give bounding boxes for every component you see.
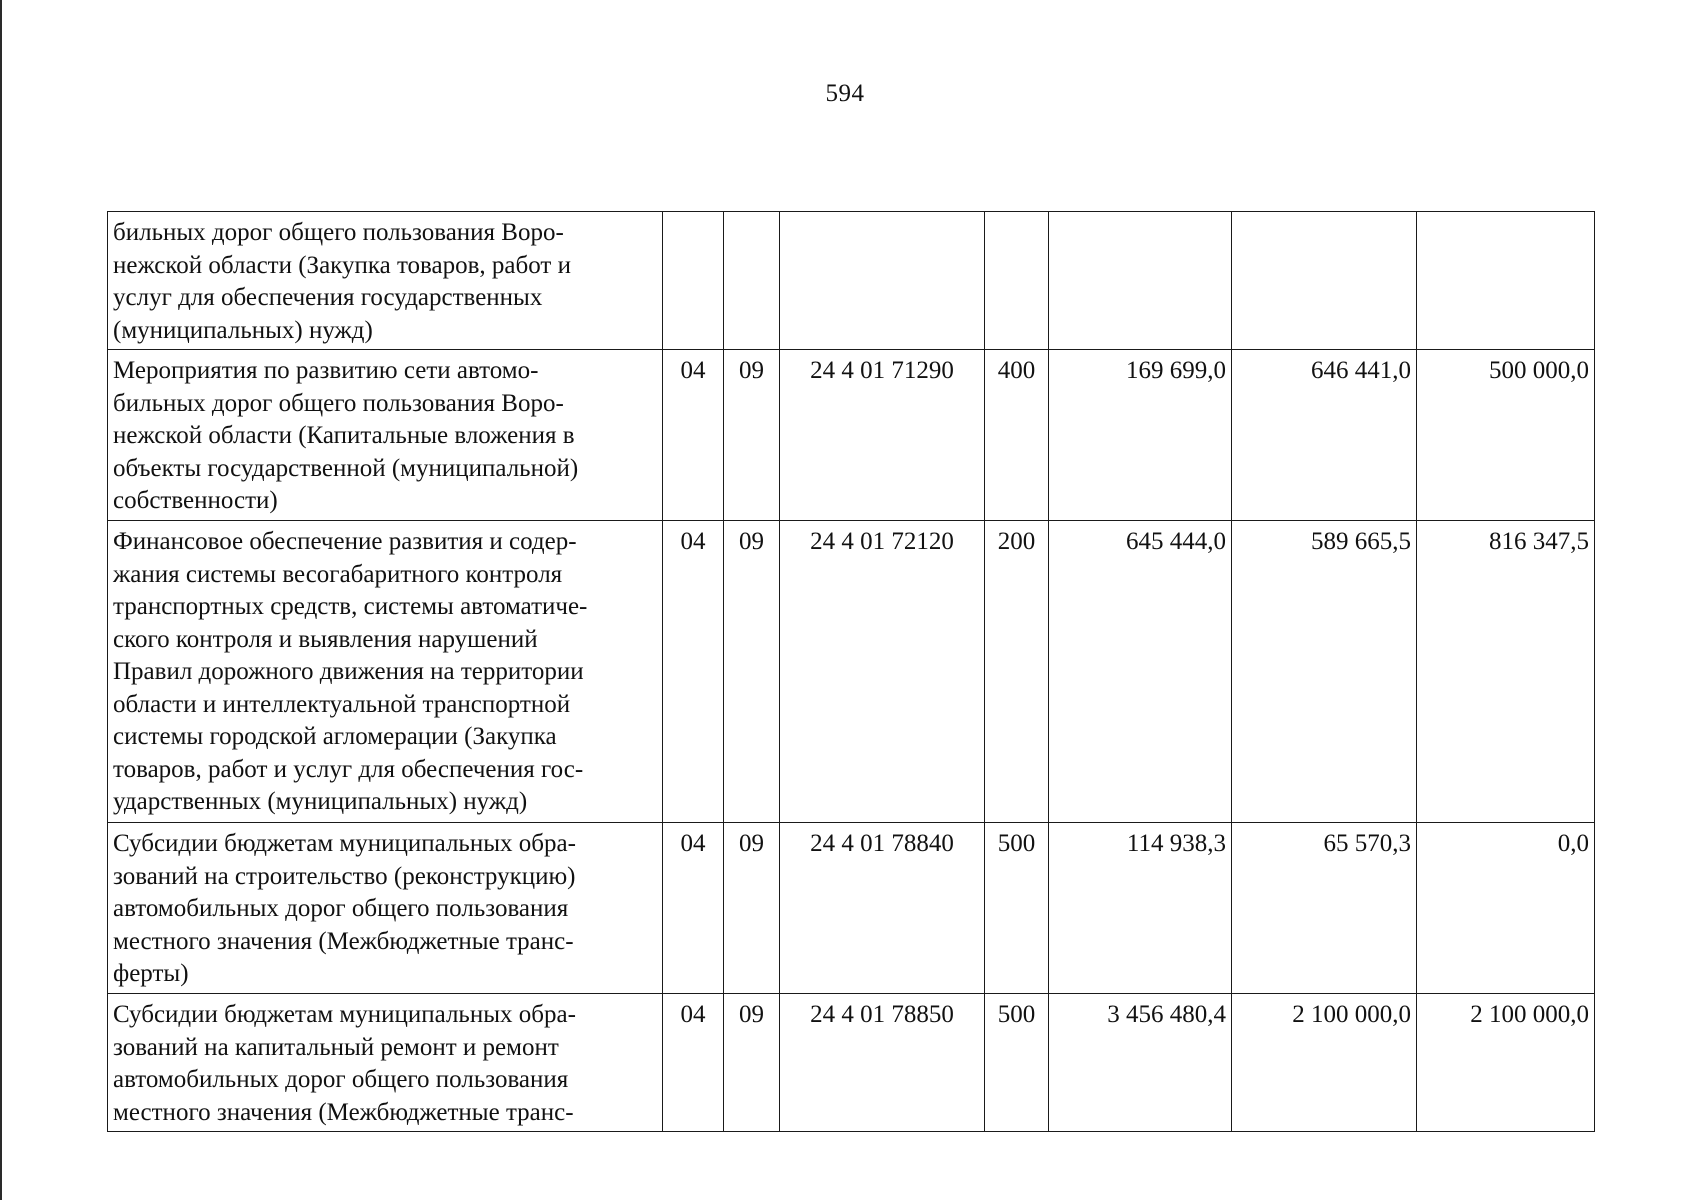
expense-type-code: 500 [985,823,1049,994]
amount-year-1: 169 699,0 [1049,350,1232,521]
row-description [108,521,663,823]
subsection-code: 09 [724,994,780,1132]
target-article-code: 24 4 01 78840 [780,823,985,994]
description-line: ударственных (муниципальных) нужд) [113,788,528,815]
description-line: автомобильных дорог общего пользования [113,895,569,922]
amount-year-1: 3 456 480,4 [1049,994,1232,1132]
description-line: Финансовое обеспечение развития и содер- [113,528,577,555]
expense-type-code [985,212,1049,350]
description-line: нежской области (Капитальные вложения в [113,422,575,449]
amount-year-3: 500 000,0 [1417,350,1595,521]
page-number: 594 [825,80,865,107]
row-description [108,823,663,994]
section-code [663,212,724,350]
amount-year-1: 114 938,3 [1049,823,1232,994]
amount-year-1: 645 444,0 [1049,521,1232,823]
section-code: 04 [663,521,724,823]
description-line: области и интеллектуальной транспортной [113,690,571,718]
description-line: Правил дорожного движения на территории [113,658,584,685]
table-row [108,823,1595,994]
description-line: Мероприятия по развитию сети автомо- [113,357,539,384]
subsection-code: 09 [724,521,780,823]
row-description [108,350,663,521]
table-row [108,521,1595,823]
target-article-code: 24 4 01 71290 [780,350,985,521]
description-line: бильных дорог общего пользования Воро- [113,219,564,246]
amount-year-3: 816 347,5 [1417,521,1595,823]
amount-year-1 [1049,212,1232,350]
description-line: ферты) [113,960,189,987]
subsection-code [724,212,780,350]
description-line: бильных дорог общего пользования Воро- [113,389,564,417]
description-line: услуг для обеспечения государственных [113,284,543,311]
row-description [108,994,663,1132]
budget-table [107,211,1595,1132]
amount-year-2: 65 570,3 [1232,823,1417,994]
description-line: нежской области (Закупка товаров, работ и [113,251,571,279]
section-code: 04 [663,823,724,994]
section-code: 04 [663,350,724,521]
description-line: товаров, работ и услуг для обеспечения гос- [113,755,584,783]
subsection-code: 09 [724,823,780,994]
description-line: Субсидии бюджетам муниципальных обра- [113,830,576,857]
target-article-code: 24 4 01 78850 [780,994,985,1132]
expense-type-code: 400 [985,350,1049,521]
page-left-edge [0,0,2,1200]
description-line: (муниципальных) нужд) [113,316,373,344]
amount-year-3 [1417,212,1595,350]
description-line: местного значения (Межбюджетные транс- [113,927,574,955]
amount-year-2 [1232,212,1417,350]
row-description [108,212,663,350]
description-line: собственности) [113,487,278,514]
amount-year-2: 2 100 000,0 [1232,994,1417,1132]
subsection-code: 09 [724,350,780,521]
description-line: зований на строительство (реконструкцию) [113,862,576,890]
target-article-code: 24 4 01 72120 [780,521,985,823]
description-line: объекты государственной (муниципальной) [113,454,579,482]
table-row [108,350,1595,521]
section-code: 04 [663,994,724,1132]
description-line: жания системы весогабаритного контроля [113,560,563,588]
expense-type-code: 500 [985,994,1049,1132]
amount-year-3: 2 100 000,0 [1417,994,1595,1132]
amount-year-2: 646 441,0 [1232,350,1417,521]
description-line: ского контроля и выявления нарушений [113,625,538,653]
target-article-code [780,212,985,350]
table-row [108,994,1595,1132]
amount-year-2: 589 665,5 [1232,521,1417,823]
description-line: системы городской агломерации (Закупка [113,723,557,750]
description-line: зований на капитальный ремонт и ремонт [113,1033,559,1061]
description-line: Субсидии бюджетам муниципальных обра- [113,1001,576,1028]
description-line: транспортных средств, системы автоматиче- [113,593,588,620]
expense-type-code: 200 [985,521,1049,823]
description-line: автомобильных дорог общего пользования [113,1066,569,1093]
description-line: местного значения (Межбюджетные транс- [113,1098,574,1126]
amount-year-3: 0,0 [1417,823,1595,994]
table-row [108,212,1595,350]
